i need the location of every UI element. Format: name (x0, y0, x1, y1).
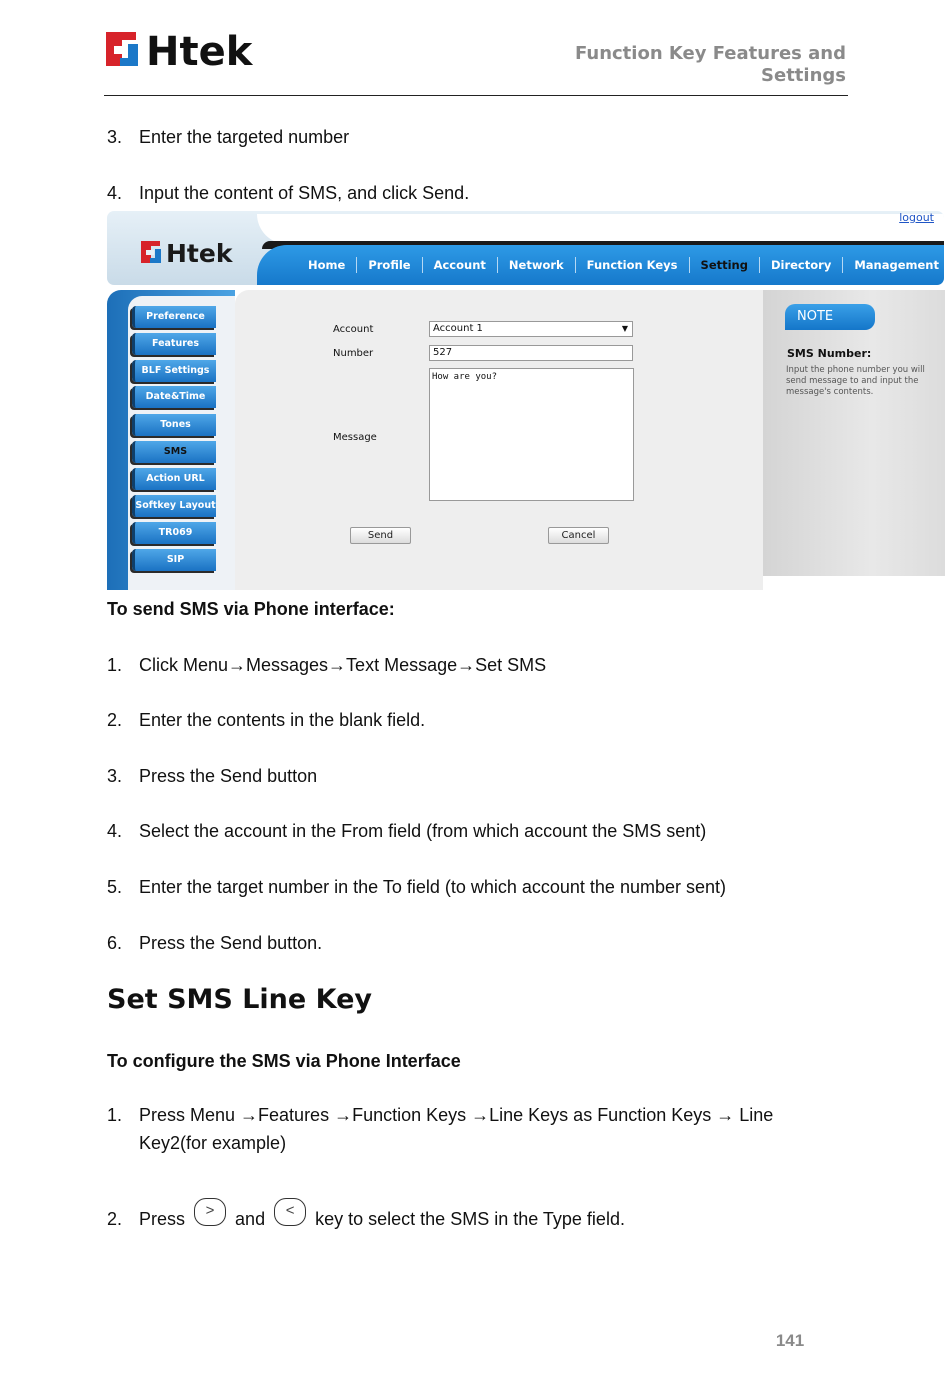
nav-management[interactable]: Management (854, 258, 939, 272)
sidebar-item-preference[interactable]: Preference (132, 306, 216, 328)
sidebar-item-blf-settings[interactable]: BLF Settings (132, 360, 216, 382)
step-number: 1. (107, 1105, 123, 1125)
note-title: SMS Number: (787, 347, 872, 360)
step-rest-text: key to select the SMS in the Type field. (315, 1209, 625, 1229)
sidebar-item-sms[interactable]: SMS (132, 441, 216, 463)
document-title: Function Key Features and Settings (574, 43, 846, 86)
sidebar-item-sip[interactable]: SIP (132, 549, 216, 571)
note-badge: NOTE (785, 304, 875, 330)
step-number: 6. (107, 933, 123, 953)
step-text: Enter the target number in the To field (to which account the number sent) (139, 877, 726, 897)
header-divider (104, 95, 848, 96)
step-number: 2. (107, 710, 123, 730)
message-label: Message (333, 432, 377, 443)
web-ui-screenshot (107, 208, 945, 592)
sidebar-item-softkey-layout[interactable]: Softkey Layout (132, 495, 216, 517)
sidebar-item-action-url[interactable]: Action URL (132, 468, 216, 490)
step-text: Click Menu→Messages→Text Message→Set SMS (139, 655, 547, 675)
nav-directory[interactable]: Directory (760, 257, 843, 273)
web-ui-header (107, 211, 944, 285)
nav-network[interactable]: Network (498, 257, 576, 273)
account-select[interactable] (429, 321, 633, 337)
logout-link[interactable]: logout (899, 211, 934, 224)
nav-home[interactable]: Home (297, 257, 357, 273)
step-number: 5. (107, 877, 123, 897)
step-number: 3. (107, 766, 123, 786)
step-text: Press the Send button (139, 766, 318, 786)
svg-text:Htek: Htek (146, 30, 253, 68)
web-ui-sidebar (107, 290, 235, 590)
step-number: 3. (107, 127, 123, 147)
note-text: Input the phone number you will send message to and input the message's contents. (786, 365, 925, 397)
right-arrow-key-icon: > (194, 1198, 226, 1226)
step-number: 4. (107, 821, 123, 841)
sidebar-item-date-time[interactable]: Date&Time (132, 386, 216, 408)
nav-profile[interactable]: Profile (357, 257, 422, 273)
left-arrow-key-icon: < (274, 1198, 306, 1226)
step-text: Press Menu →Features →Function Keys →Line Keys as Function Keys → Line Key2(for example) (139, 1105, 774, 1153)
send-button[interactable]: Send (350, 527, 411, 544)
step-number: 1. (107, 655, 123, 675)
message-textarea[interactable]: How are you? (429, 368, 634, 501)
nav-function-keys[interactable]: Function Keys (576, 257, 690, 273)
note-panel (763, 290, 945, 576)
web-ui-nav (297, 257, 944, 273)
step-text: Press the Send button. (139, 933, 323, 953)
sidebar-item-tones[interactable]: Tones (132, 414, 216, 436)
step-number: 4. (107, 183, 123, 203)
htek-logo (106, 30, 266, 68)
step-text: Enter the contents in the blank field. (139, 710, 426, 730)
page-number: 141 (775, 1331, 805, 1350)
section-title: Set SMS Line Key (107, 984, 372, 1015)
svg-text:Htek: Htek (166, 240, 233, 264)
number-field[interactable]: 527 (429, 345, 633, 361)
sidebar-item-tr069[interactable]: TR069 (132, 522, 216, 544)
step-press-text: Press (139, 1209, 186, 1229)
cancel-button[interactable]: Cancel (548, 527, 609, 544)
number-label: Number (333, 348, 374, 359)
dropdown-arrow-icon: ▼ (621, 324, 628, 333)
account-select-value: Account 1 (433, 323, 483, 334)
step-text: Select the account in the From field (from which account the SMS sent) (139, 821, 707, 841)
step-text: Enter the targeted number (139, 127, 350, 147)
sidebar-item-features[interactable]: Features (132, 333, 216, 355)
line-key-heading: To configure the SMS via Phone Interface (107, 1051, 461, 1071)
step-number: 2. (107, 1209, 123, 1229)
account-label: Account (333, 324, 374, 335)
nav-account[interactable]: Account (423, 257, 498, 273)
web-ui-logo (141, 240, 241, 264)
phone-interface-heading: To send SMS via Phone interface: (107, 599, 395, 619)
step-text (139, 1202, 625, 1234)
nav-setting[interactable]: Setting (690, 257, 760, 273)
step-and-text: and (235, 1209, 266, 1229)
step-text: Input the content of SMS, and click Send. (139, 183, 470, 203)
